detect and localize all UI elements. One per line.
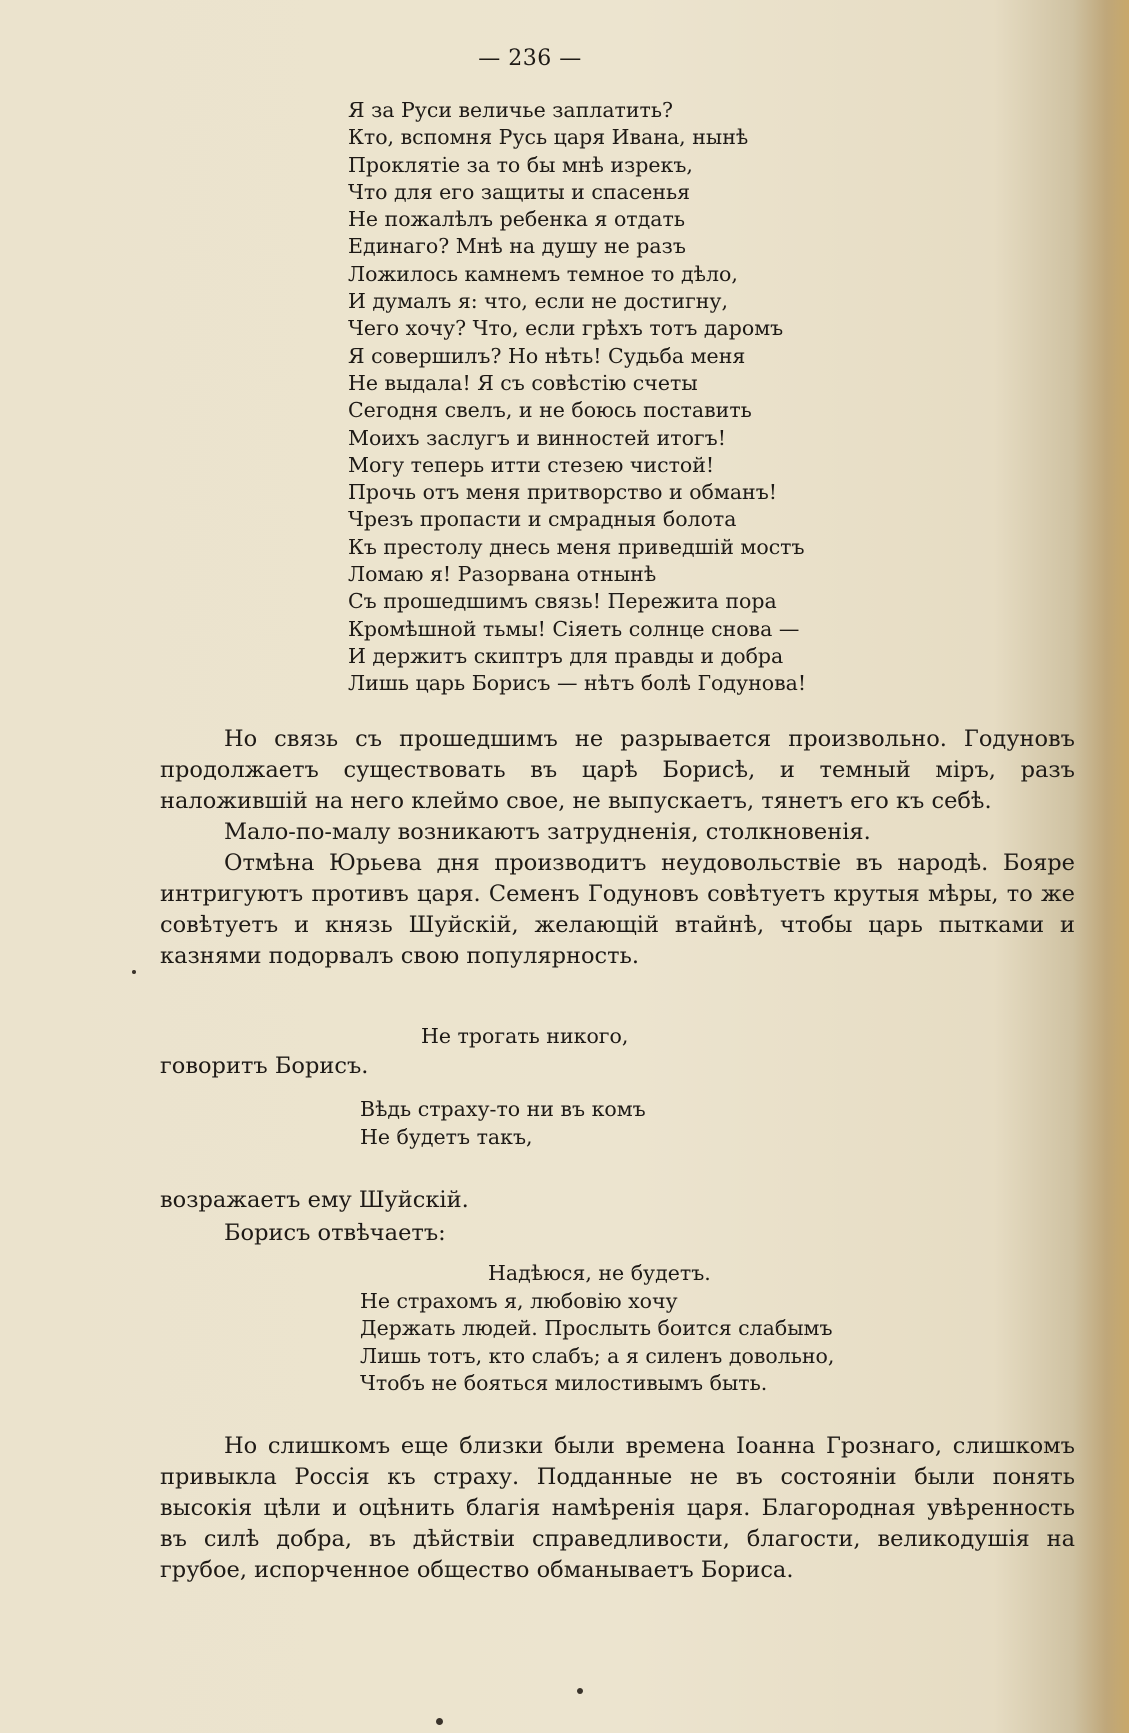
- paragraph: Мало-по-малу возникаютъ затрудненія, столкновенія.: [224, 819, 871, 845]
- prose-block-2: [160, 1431, 1075, 1586]
- verse-line: Не выдала! Я съ совѣстію счеты: [348, 370, 698, 395]
- verse-line: Ложилось камнемъ темное то дѣло,: [348, 261, 738, 286]
- verse-line: Чрезъ пропасти и смрадныя болота: [348, 507, 737, 532]
- verse-line: Сегодня свелъ, и не боюсь поставить: [348, 398, 752, 423]
- verse-line: Лишь тотъ, кто слабъ; а я силенъ довольно,: [360, 1343, 835, 1368]
- verse-block-quote-1: [351, 1022, 628, 1050]
- verse-block-quote-2: [360, 1095, 646, 1151]
- verse-line: И думалъ я: что, если не достигну,: [348, 289, 729, 314]
- verse-line: Что для его защиты и спасенья: [348, 179, 691, 204]
- paragraph: Отмѣна Юрьева дня производитъ неудовольствіе въ народѣ. Бояре интригуютъ противъ царя. Семенъ Годуновъ совѣтуетъ крутыя мѣры, то же совѣтуетъ и князь Шуйскій, желающій втайнѣ, чтобы царь пытками и казнями подорвалъ свою популярность.: [160, 850, 1075, 969]
- verse-line: Чего хочу? Что, если грѣхъ тотъ даромъ: [348, 316, 784, 341]
- page-number: — 236 —: [478, 46, 582, 71]
- verse-line: Не пожалѣлъ ребенка я отдать: [348, 207, 685, 232]
- verse-line: Ломаю я! Разорвана отнынѣ: [348, 562, 657, 587]
- narration-line: возражаетъ ему Шуйскій.: [160, 1187, 469, 1213]
- verse-line: Прочь отъ меня притворство и обманъ!: [348, 480, 777, 505]
- ink-speck: [577, 1688, 583, 1694]
- verse-line: Чтобъ не бояться милостивымъ быть.: [360, 1371, 768, 1396]
- verse-line: Держать людей. Прослыть боится слабымъ: [360, 1316, 833, 1341]
- verse-line: И держитъ скиптръ для правды и добра: [348, 643, 784, 668]
- verse-block-monologue: [348, 97, 806, 698]
- verse-line: Я совершилъ? Но нѣть! Судьба меня: [348, 343, 746, 368]
- verse-line: Могу теперь итти стезею чистой!: [348, 452, 715, 477]
- verse-line: Проклятіе за то бы мнѣ изрекъ,: [348, 152, 693, 177]
- verse-line: Моихъ заслугъ и винностей итогъ!: [348, 425, 726, 450]
- verse-line: Съ прошедшимъ связь! Пережита пора: [348, 589, 777, 614]
- verse-line: Къ престолу днесь меня приведшій мостъ: [348, 534, 805, 559]
- verse-line: Не трогать никого,: [421, 1024, 629, 1048]
- verse-line: Я за Руси величье заплатить?: [348, 98, 674, 122]
- verse-line: Кто, вспомня Русь царя Ивана, нынѣ: [348, 125, 749, 150]
- verse-line: Кромѣшной тьмы! Сіяеть солнце снова —: [348, 616, 800, 641]
- paragraph: Но связь съ прошедшимъ не разрывается произвольно. Годуновъ продолжаетъ существовать въ царѣ Борисѣ, и темный міръ, разъ наложившій на него клеймо свое, не выпускаетъ, тянетъ его къ себѣ.: [160, 726, 1075, 814]
- verse-line: Вѣдь страху-то ни въ комъ: [360, 1097, 646, 1121]
- ink-speck: [436, 1718, 443, 1725]
- prose-block-1: [160, 724, 1075, 972]
- paragraph: Но слишкомъ еще близки были времена Іоанна Грознаго, слишкомъ привыкла Россія къ страху. Подданные не въ состояніи были понять высокія цѣли и оцѣнить благія намѣренія царя. Благородная увѣренность въ силѣ добра, въ дѣйствіи справедливости, благости, великодушія на грубое, испорченное общество обманываетъ Бориса.: [160, 1433, 1075, 1583]
- narration-line: говоритъ Борисъ.: [160, 1053, 369, 1079]
- verse-block-quote-3: [360, 1260, 834, 1398]
- ink-speck: [132, 970, 136, 974]
- verse-line: Не страхомъ я, любовію хочу: [360, 1288, 678, 1313]
- verse-line: Единаго? Мнѣ на душу не разъ: [348, 234, 686, 259]
- verse-line: Надѣюся, не будетъ.: [488, 1261, 711, 1285]
- verse-line: Не будетъ такъ,: [360, 1125, 533, 1149]
- narration-line: Борисъ отвѣчаетъ:: [224, 1220, 446, 1246]
- verse-line: Лишь царь Борисъ — нѣтъ болѣ Годунова!: [348, 671, 807, 696]
